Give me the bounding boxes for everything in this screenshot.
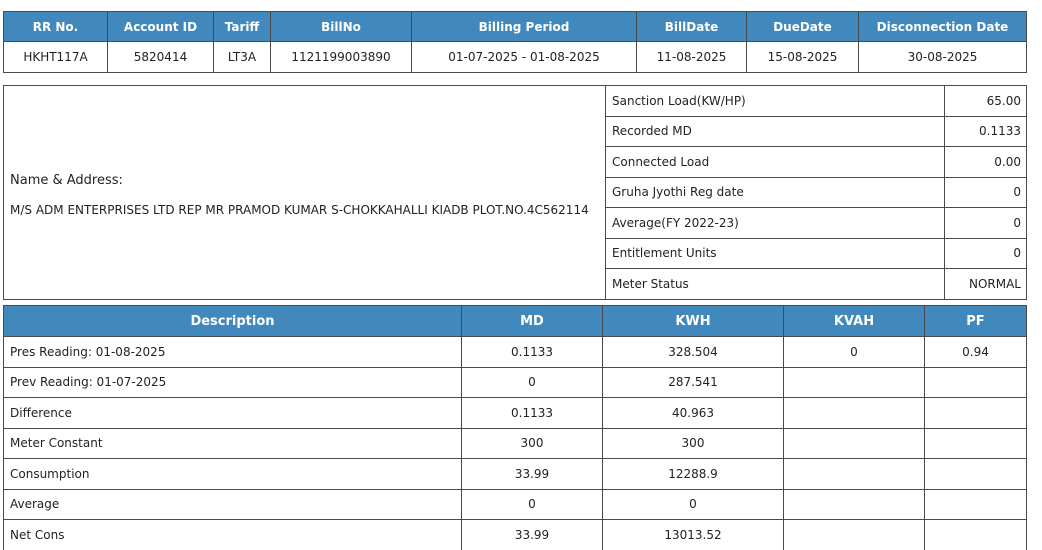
row-kwh: 328.504 — [603, 337, 784, 368]
row-pf — [925, 489, 1027, 520]
row-kvah — [784, 489, 925, 520]
row-kvah — [784, 520, 925, 550]
col-disconnection-date: Disconnection Date — [859, 12, 1027, 42]
col-description: Description — [4, 306, 462, 337]
table-row — [4, 489, 1027, 520]
row-kvah — [784, 459, 925, 490]
bill-header-table — [3, 11, 1027, 73]
bill-date-value: 11-08-2025 — [637, 42, 747, 73]
table-row — [4, 398, 1027, 429]
tariff-value: LT3A — [214, 42, 271, 73]
col-bill-date: BillDate — [637, 12, 747, 42]
col-billing-period: Billing Period — [412, 12, 637, 42]
recorded-md-label: Recorded MD — [606, 116, 945, 147]
meter-status-label: Meter Status — [606, 269, 945, 300]
table-row — [4, 459, 1027, 490]
row-md: 300 — [462, 428, 603, 459]
row-pf — [925, 428, 1027, 459]
consumer-details-table — [3, 85, 1027, 300]
entitlement-units-value: 0 — [945, 238, 1027, 269]
bill-header-values — [4, 42, 1027, 73]
col-md: MD — [462, 306, 603, 337]
col-rr-no: RR No. — [4, 12, 108, 42]
name-address-value: M/S ADM ENTERPRISES LTD REP MR PRAMOD KUMAR S-CHOKKAHALLI KIADB PLOT.NO.4C562114 — [10, 203, 589, 218]
row-kwh: 287.541 — [603, 367, 784, 398]
table-row — [4, 367, 1027, 398]
meter-status-value: NORMAL — [945, 269, 1027, 300]
row-kvah — [784, 428, 925, 459]
connected-load-value: 0.00 — [945, 147, 1027, 178]
name-address-cell — [4, 86, 606, 300]
row-description: Net Cons — [4, 520, 462, 550]
row-pf — [925, 398, 1027, 429]
name-address-label: Name & Address: — [10, 173, 123, 189]
row-kwh: 300 — [603, 428, 784, 459]
row-kvah — [784, 367, 925, 398]
bill-header-columns — [4, 12, 1027, 42]
row-kwh: 0 — [603, 489, 784, 520]
recorded-md-value: 0.1133 — [945, 116, 1027, 147]
row-pf — [925, 459, 1027, 490]
readings-table — [3, 305, 1027, 550]
sanction-load-value: 65.00 — [945, 86, 1027, 117]
row-description: Meter Constant — [4, 428, 462, 459]
row-kwh: 13013.52 — [603, 520, 784, 550]
table-row — [4, 520, 1027, 550]
detail-row — [4, 86, 1027, 117]
row-kvah: 0 — [784, 337, 925, 368]
row-description: Difference — [4, 398, 462, 429]
disconnection-date-value: 30-08-2025 — [859, 42, 1027, 73]
col-account-id: Account ID — [108, 12, 214, 42]
account-id-value: 5820414 — [108, 42, 214, 73]
row-md: 0 — [462, 367, 603, 398]
row-pf: 0.94 — [925, 337, 1027, 368]
row-kvah — [784, 398, 925, 429]
rr-no-value: HKHT117A — [4, 42, 108, 73]
sanction-load-label: Sanction Load(KW/HP) — [606, 86, 945, 117]
row-pf — [925, 367, 1027, 398]
row-kwh: 40.963 — [603, 398, 784, 429]
row-md: 0.1133 — [462, 337, 603, 368]
entitlement-units-label: Entitlement Units — [606, 238, 945, 269]
col-due-date: DueDate — [747, 12, 859, 42]
bill-no-value: 1121199003890 — [271, 42, 412, 73]
gruha-jyothi-reg-date-value: 0 — [945, 177, 1027, 208]
row-kwh: 12288.9 — [603, 459, 784, 490]
row-md: 33.99 — [462, 520, 603, 550]
row-pf — [925, 520, 1027, 550]
average-fy-label: Average(FY 2022-23) — [606, 208, 945, 239]
billing-period-value: 01-07-2025 - 01-08-2025 — [412, 42, 637, 73]
row-md: 33.99 — [462, 459, 603, 490]
col-tariff: Tariff — [214, 12, 271, 42]
table-row — [4, 428, 1027, 459]
row-description: Prev Reading: 01-07-2025 — [4, 367, 462, 398]
gruha-jyothi-reg-date-label: Gruha Jyothi Reg date — [606, 177, 945, 208]
connected-load-label: Connected Load — [606, 147, 945, 178]
due-date-value: 15-08-2025 — [747, 42, 859, 73]
row-md: 0 — [462, 489, 603, 520]
row-md: 0.1133 — [462, 398, 603, 429]
readings-columns — [4, 306, 1027, 337]
row-description: Consumption — [4, 459, 462, 490]
row-description: Pres Reading: 01-08-2025 — [4, 337, 462, 368]
col-kwh: KWH — [603, 306, 784, 337]
col-kvah: KVAH — [784, 306, 925, 337]
table-row — [4, 337, 1027, 368]
col-bill-no: BillNo — [271, 12, 412, 42]
col-pf: PF — [925, 306, 1027, 337]
average-fy-value: 0 — [945, 208, 1027, 239]
row-description: Average — [4, 489, 462, 520]
